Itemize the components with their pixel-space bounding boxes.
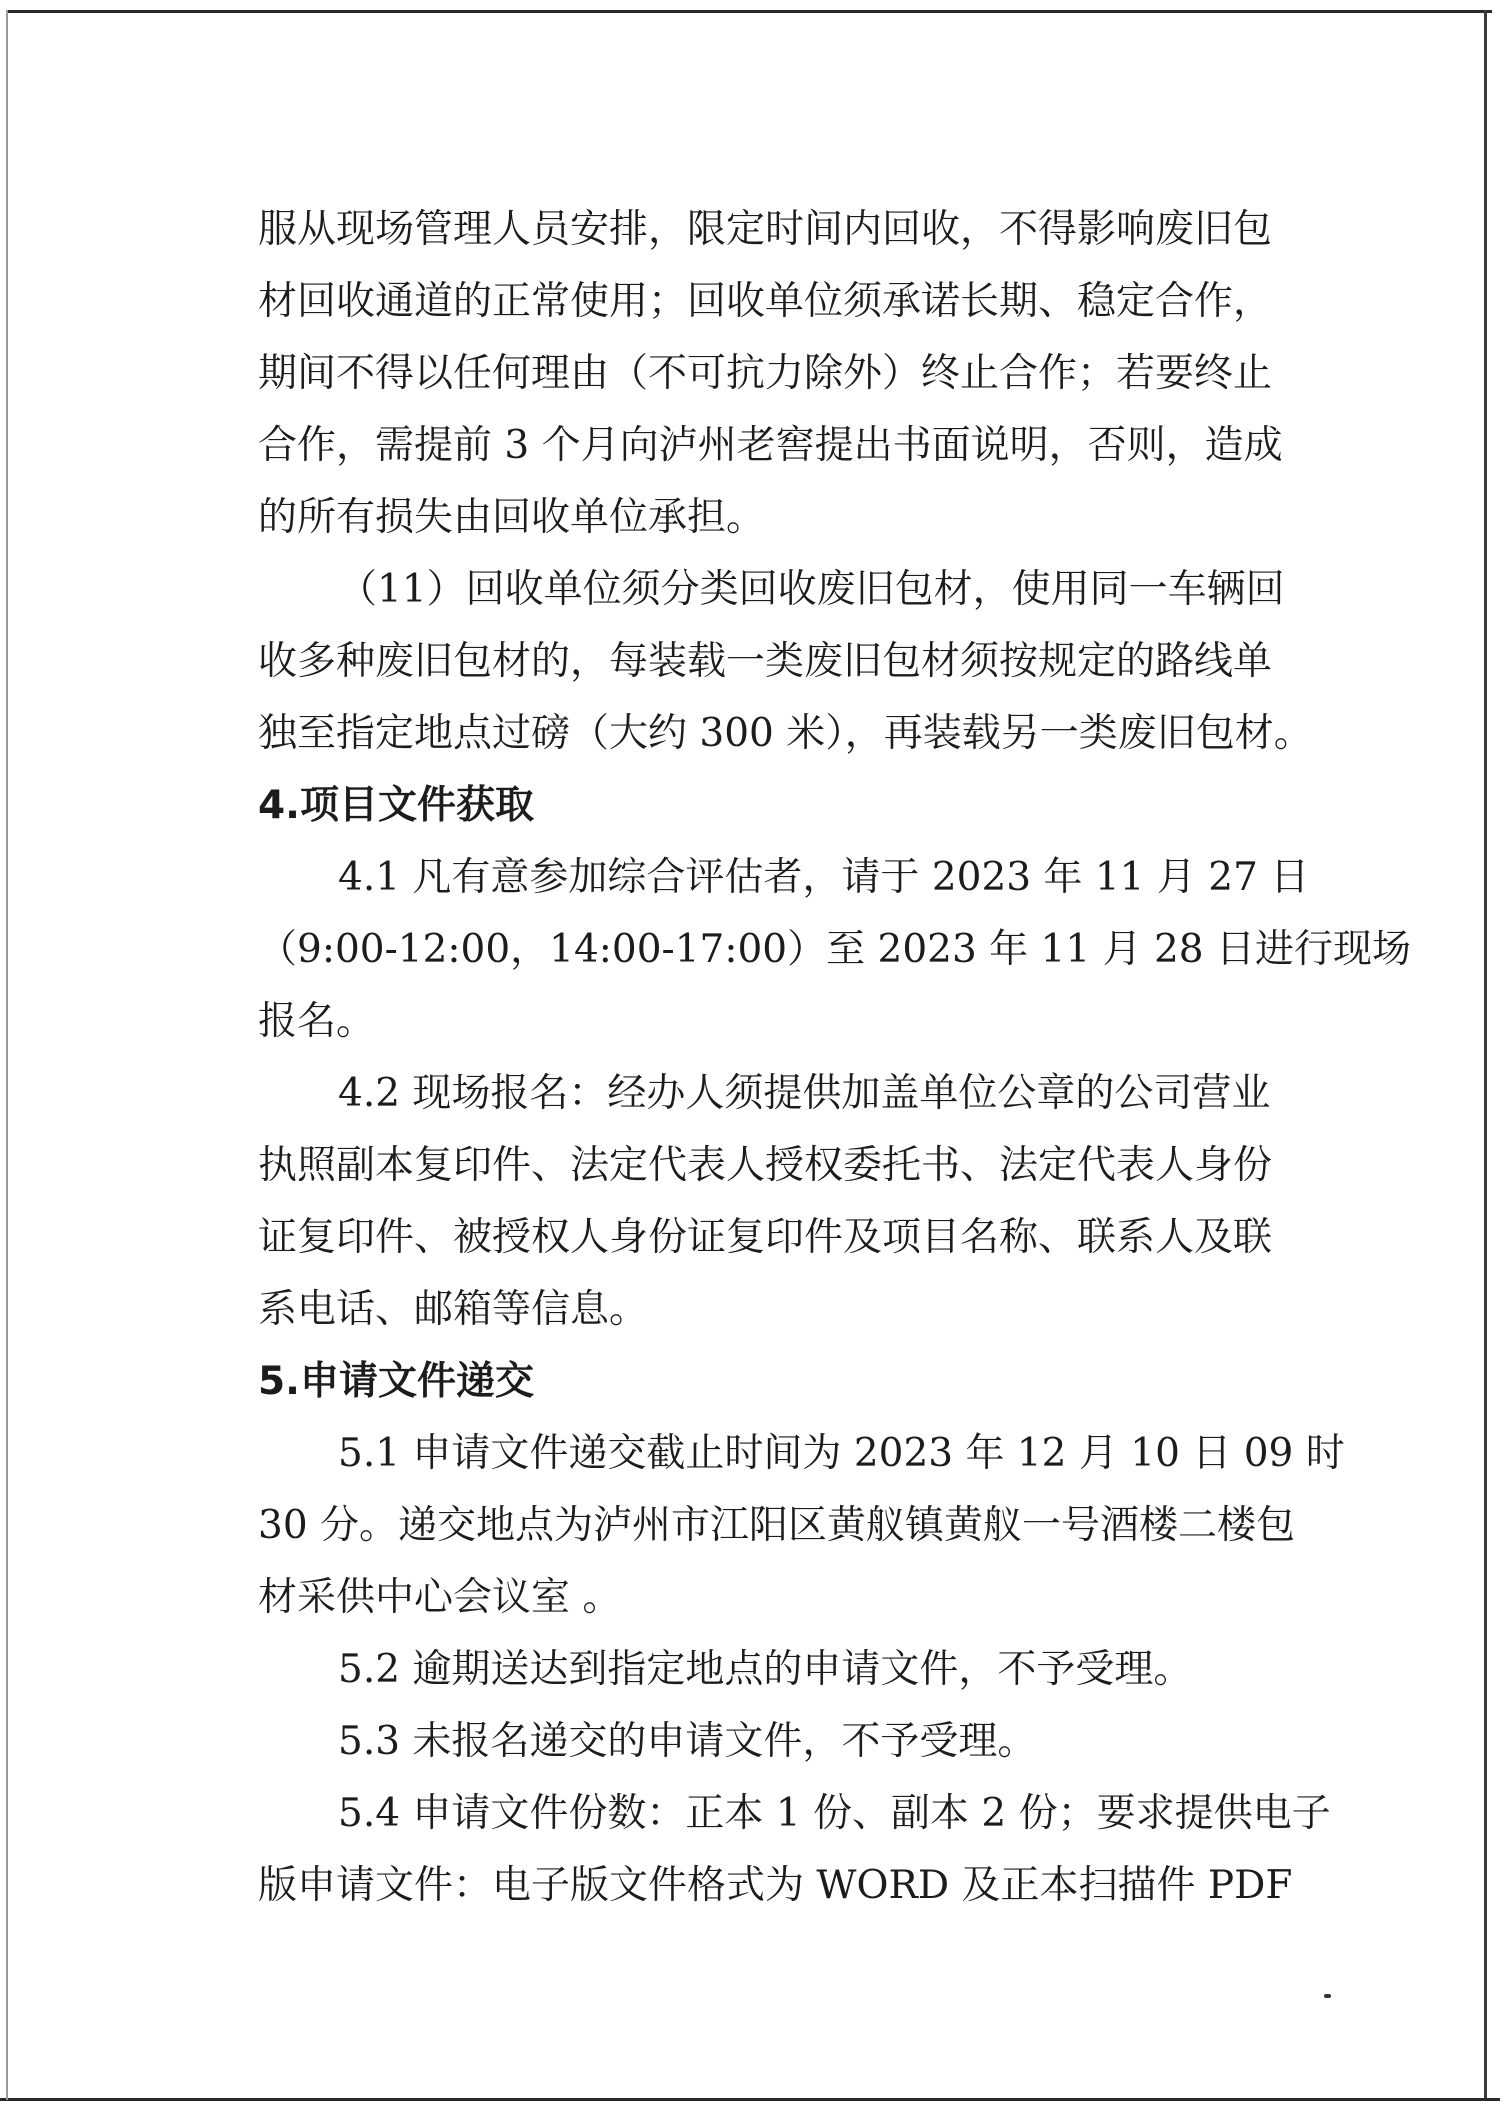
paragraph-line: 的所有损失由回收单位承担。: [258, 495, 766, 540]
paragraph-line: 版申请文件：电子版文件格式为 WORD 及正本扫描件 PDF: [258, 1863, 1293, 1908]
paragraph-line: 材回收通道的正常使用；回收单位须承诺长期、稳定合作，: [258, 279, 1273, 324]
paragraph-line: 5.3 未报名递交的申请文件，不予受理。: [338, 1719, 1037, 1764]
paragraph-line: 4.1 凡有意参加综合评估者，请于 2023 年 11 月 27 日: [338, 855, 1310, 900]
paragraph-line: 30 分。递交地点为泸州市江阳区黄舣镇黄舣一号酒楼二楼包: [258, 1503, 1296, 1548]
paragraph-line: 独至指定地点过磅（大约 300 米），再装载另一类废旧包材。: [258, 711, 1313, 756]
paragraph-line: 报名。: [258, 999, 376, 1044]
paragraph-line: 4.2 现场报名：经办人须提供加盖单位公章的公司营业: [338, 1071, 1271, 1116]
paragraph-line: 收多种废旧包材的，每装载一类废旧包材须按规定的路线单: [258, 639, 1273, 684]
paragraph-line: 5.1 申请文件递交截止时间为 2023 年 12 月 10 日 09 时: [338, 1431, 1345, 1476]
page-border-bottom: [0, 2098, 1500, 2101]
paragraph-line: 执照副本复印件、法定代表人授权委托书、法定代表人身份: [258, 1143, 1273, 1188]
page-border-right: [1484, 10, 1487, 2100]
paragraph-line: 期间不得以任何理由（不可抗力除外）终止合作；若要终止: [258, 351, 1273, 396]
paragraph-line: 系电话、邮箱等信息。: [258, 1287, 649, 1332]
section-heading-4: 4.项目文件获取: [258, 783, 534, 828]
scan-speck: [1324, 1994, 1331, 1998]
page-border-top: [6, 10, 1492, 13]
section-heading-5: 5.申请文件递交: [258, 1359, 534, 1404]
paragraph-line: 5.4 申请文件份数：正本 1 份、副本 2 份；要求提供电子: [338, 1791, 1331, 1836]
paragraph-line: （11）回收单位须分类回收废旧包材，使用同一车辆回: [338, 567, 1285, 612]
paragraph-line: 材采供中心会议室 。: [258, 1575, 622, 1620]
paragraph-line: 5.2 逾期送达到指定地点的申请文件，不予受理。: [338, 1647, 1193, 1692]
paragraph-line: （9:00-12:00，14:00-17:00）至 2023 年 11 月 28 日进行现场: [258, 927, 1411, 972]
paragraph-line: 合作，需提前 3 个月向泸州老窖提出书面说明，否则，造成: [258, 423, 1283, 468]
paragraph-line: 证复印件、被授权人身份证复印件及项目名称、联系人及联: [258, 1215, 1273, 1260]
page-border-left: [6, 10, 8, 2100]
paragraph-line: 服从现场管理人员安排，限定时间内回收，不得影响废旧包: [258, 207, 1273, 252]
